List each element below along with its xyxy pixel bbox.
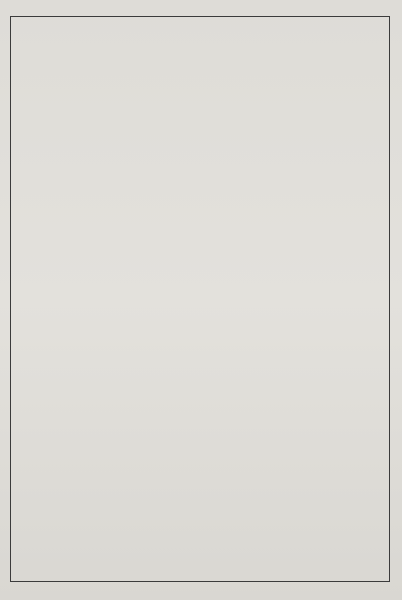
contents-columns — [19, 27, 381, 573]
contents-frame — [10, 16, 390, 582]
